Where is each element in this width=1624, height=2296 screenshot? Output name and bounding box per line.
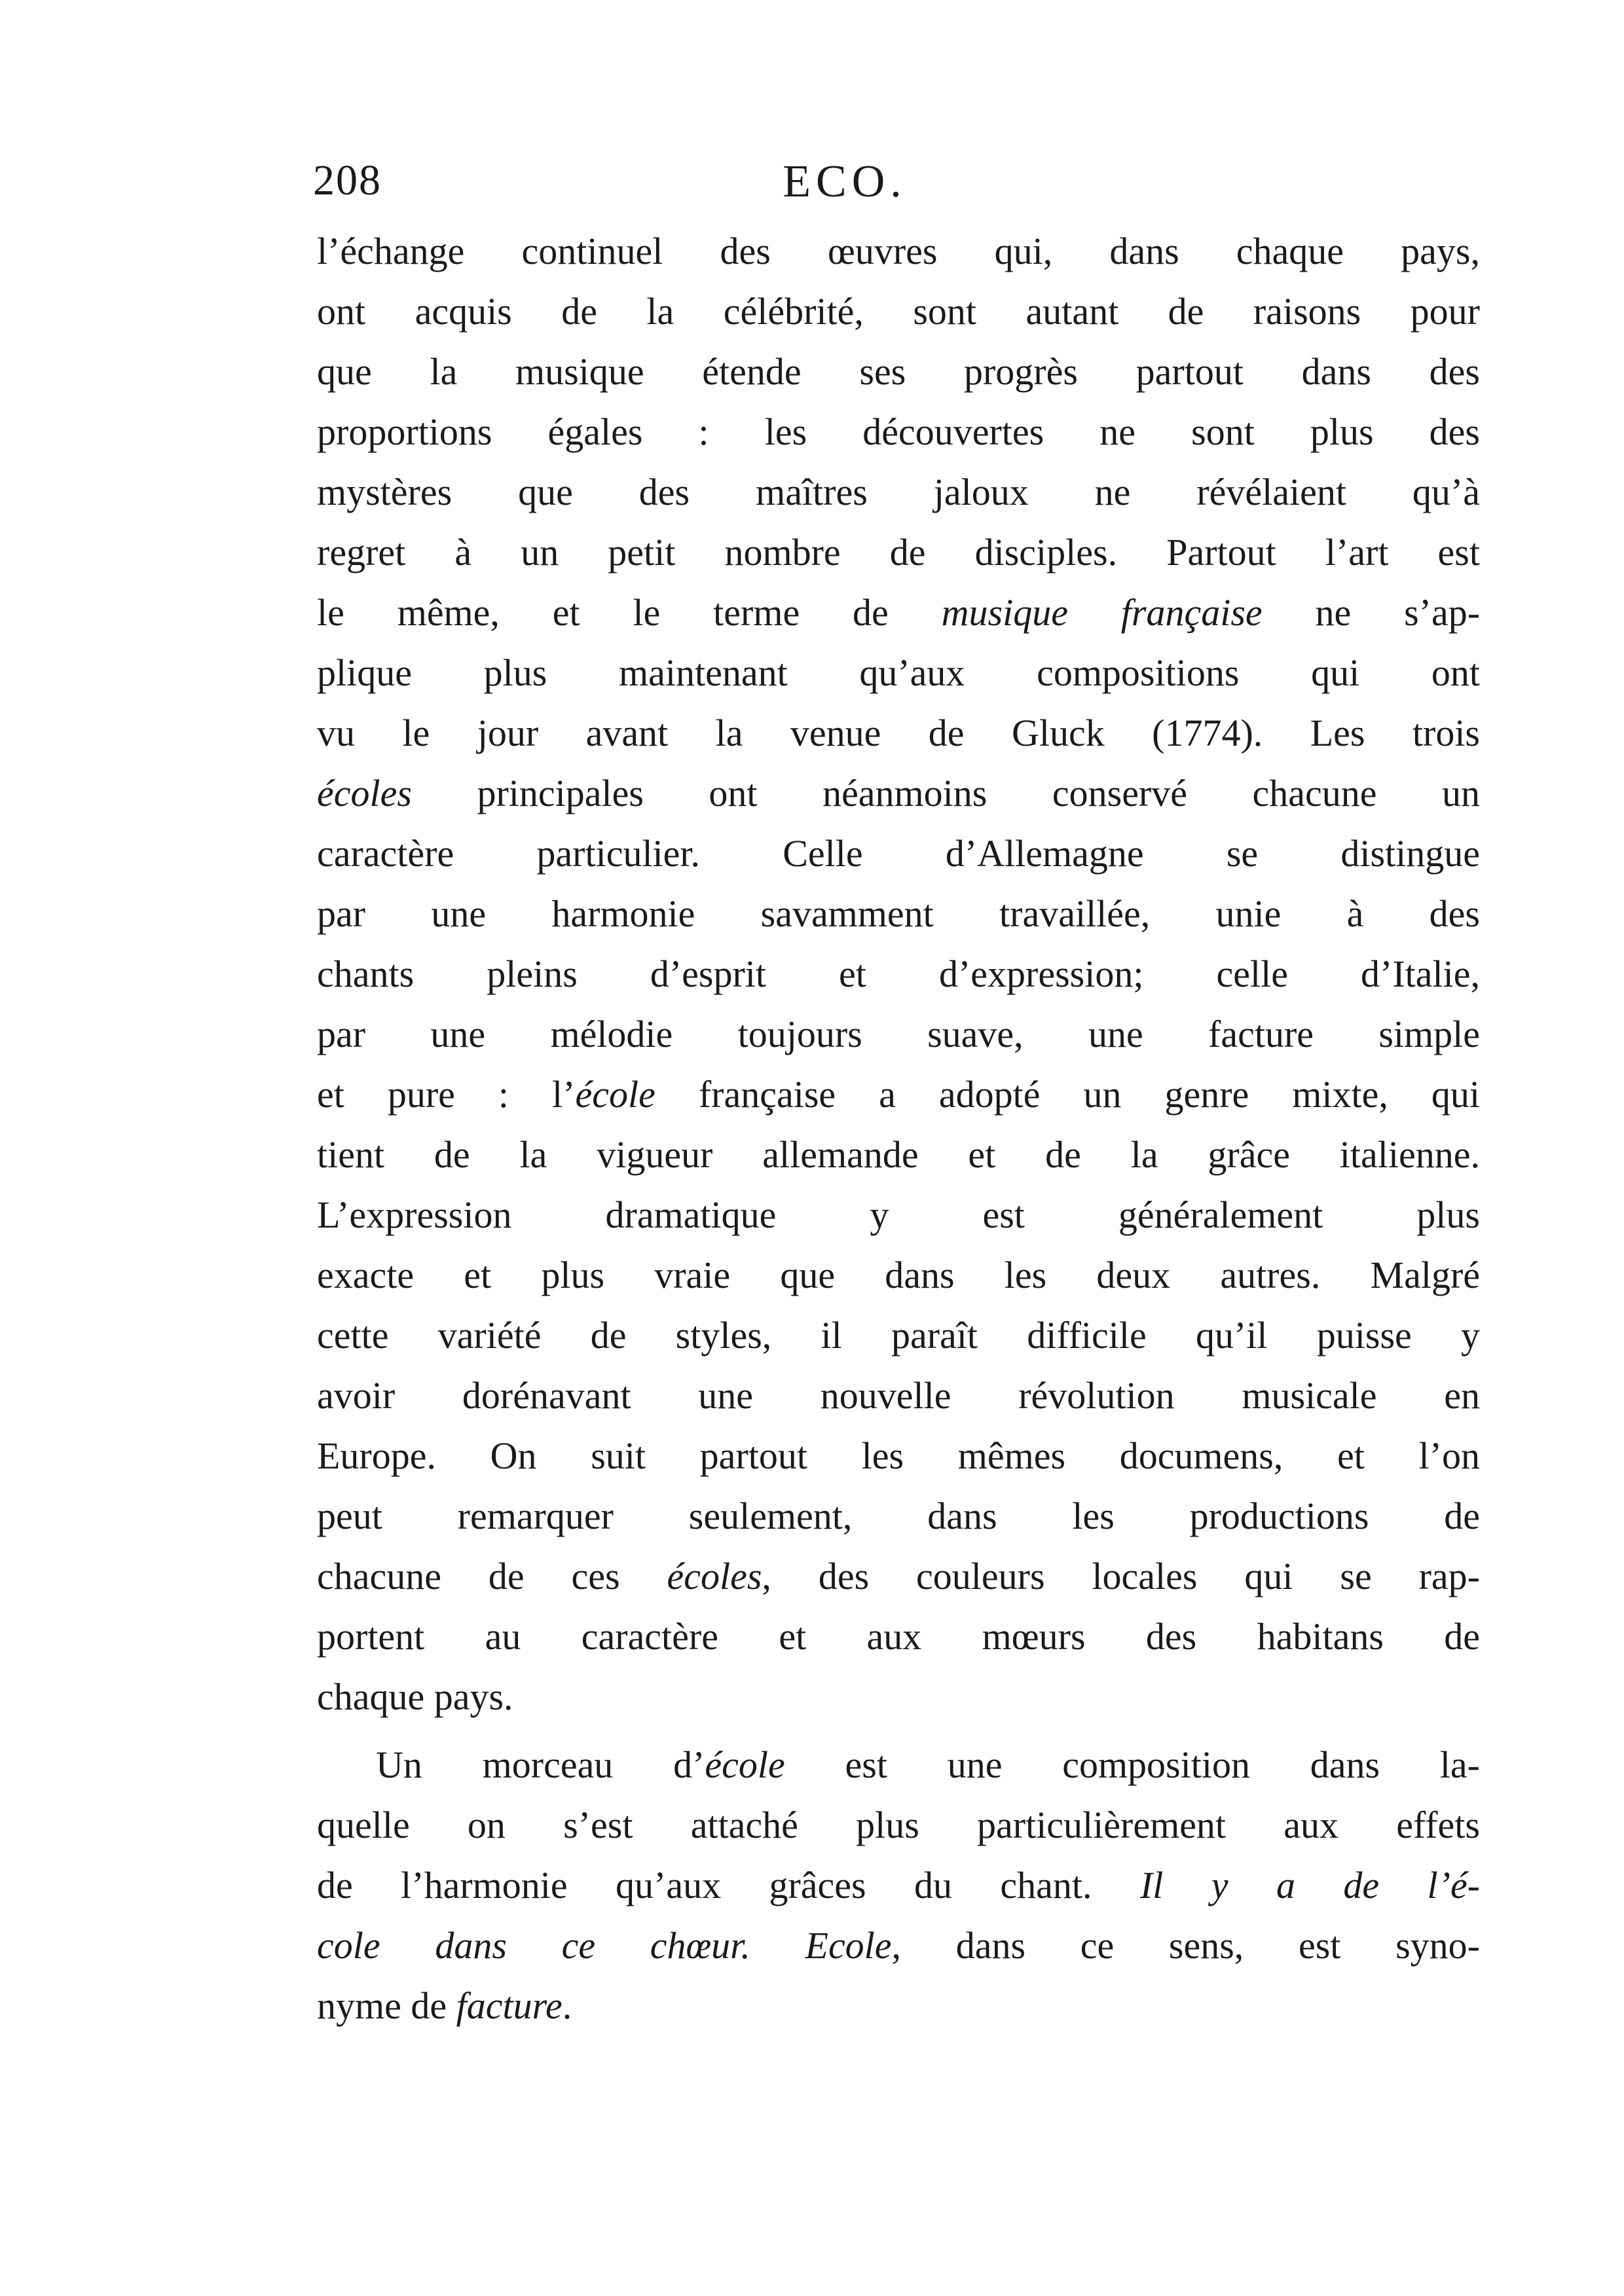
italic-term: école	[575, 1073, 655, 1116]
italic-example: cole	[317, 1924, 380, 1967]
text-line: l’échange continuel des œuvres qui, dans chaque pays,	[317, 230, 1480, 272]
text-segment: , des couleurs locales qui se rap-	[762, 1555, 1480, 1597]
text-line: que la musique étende ses progrès partout dans des	[317, 350, 1480, 393]
paragraph-1	[317, 221, 1480, 1727]
text-line: mystères que des maîtres jaloux ne révélaient qu’à	[317, 471, 1480, 513]
text-segment: de l’harmonie qu’aux grâces du chant.	[317, 1864, 1092, 1906]
body-text	[317, 221, 1480, 2036]
text-line: avoir dorénavant une nouvelle révolution musicale en	[317, 1374, 1480, 1417]
italic-term: écoles	[667, 1555, 762, 1597]
text-line: L’expression dramatique y est généralement plus	[317, 1194, 1480, 1236]
page-number: 208	[313, 156, 382, 204]
text-segment: nyme de	[317, 1984, 447, 2027]
text-line: peut remarquer seulement, dans les productions de	[317, 1495, 1480, 1537]
text-segment: chacune de ces	[317, 1555, 620, 1597]
text-line: exacte et plus vraie que dans les deux autres. Malgré	[317, 1254, 1480, 1296]
text-line	[317, 1916, 1480, 1976]
text-line: proportions égales : les découvertes ne sont plus des	[317, 410, 1480, 453]
text-segment: est une composition dans la-	[845, 1743, 1480, 1786]
italic-term: facture	[456, 1984, 563, 2027]
text-line: chaque pays.	[317, 1675, 513, 1718]
text-line: Europe. On suit partout les mêmes documens, et l’on	[317, 1434, 1480, 1477]
text-segment: le même, et le terme de	[317, 591, 889, 634]
text-line	[317, 583, 1480, 643]
text-line: chants pleins d’esprit et d’expression; celle d’Italie,	[317, 953, 1480, 995]
text-line: portent au caractère et aux mœurs des habitans de	[317, 1615, 1480, 1658]
text-segment: française a adopté un genre mixte, qui	[698, 1073, 1481, 1116]
paragraph-2	[317, 1735, 1480, 2036]
text-line	[317, 1546, 1480, 1607]
text-line	[317, 1855, 1480, 1916]
text-line: par une harmonie savamment travaillée, unie à des	[317, 892, 1480, 935]
italic-example: Il y a de l’é-	[1139, 1864, 1480, 1906]
text-line	[317, 1976, 1480, 2036]
text-line: cette variété de styles, il paraît difficile qu’il puisse y	[317, 1314, 1480, 1357]
text-line: vu le jour avant la venue de Gluck (1774). Les trois	[317, 712, 1480, 754]
running-head: ECO.	[783, 156, 907, 207]
text-line: par une mélodie toujours suave, une facture simple	[317, 1013, 1480, 1055]
text-segment: , dans ce sens, est syno-	[891, 1924, 1480, 1967]
text-line: regret à un petit nombre de disciples. Partout l’art est	[317, 531, 1480, 574]
text-segment: principales ont néanmoins conservé chacune un	[477, 772, 1481, 814]
italic-term: école	[705, 1743, 785, 1786]
text-line	[317, 1735, 1480, 1795]
italic-example: dans ce chœur. Ecole	[435, 1924, 892, 1967]
text-segment: et pure : l’	[317, 1073, 576, 1116]
italic-term: musique française	[941, 591, 1263, 634]
text-segment: ne s’ap-	[1315, 591, 1481, 634]
text-line: quelle on s’est attaché plus particulièrement aux effets	[317, 1804, 1480, 1846]
text-line: caractère particulier. Celle d’Allemagne se distingue	[317, 832, 1480, 875]
text-line: tient de la vigueur allemande et de la grâce italienne.	[317, 1133, 1480, 1176]
italic-term: écoles	[317, 772, 412, 814]
text-line	[317, 763, 1480, 824]
text-segment: Un morceau d’	[376, 1743, 705, 1786]
paragraph-gap	[317, 1727, 1480, 1735]
text-line: ont acquis de la célébrité, sont autant de raisons pour	[317, 290, 1480, 333]
text-line	[317, 1065, 1480, 1125]
text-line: plique plus maintenant qu’aux compositions qui ont	[317, 651, 1480, 694]
text-segment: .	[562, 1984, 572, 2027]
